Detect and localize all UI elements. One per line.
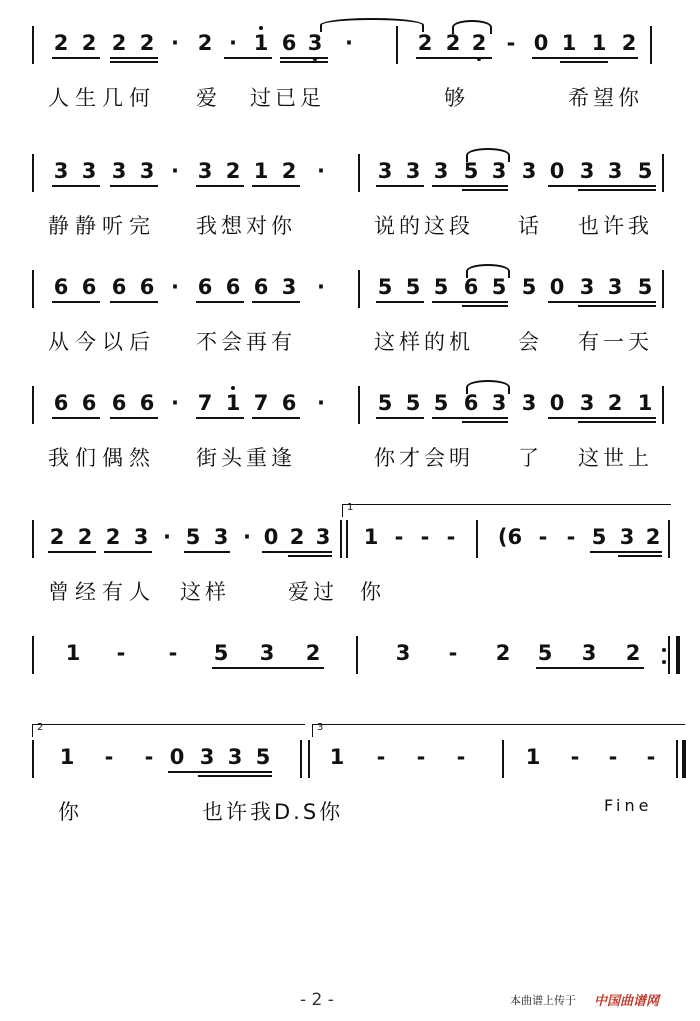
lyric: 这世上 bbox=[578, 446, 653, 470]
underline bbox=[618, 555, 662, 557]
note: 3 bbox=[579, 275, 595, 299]
note: 3 bbox=[197, 159, 213, 183]
system-3 bbox=[0, 266, 700, 366]
note: 7 bbox=[197, 391, 213, 415]
note: 0 bbox=[263, 525, 279, 549]
note: 2 bbox=[625, 641, 641, 665]
underline bbox=[110, 57, 158, 59]
note: 1 bbox=[59, 745, 75, 769]
note: - bbox=[394, 525, 404, 549]
note: 2 bbox=[105, 525, 121, 549]
lyric: 会 bbox=[518, 330, 540, 354]
note: 3 bbox=[491, 159, 507, 183]
note: 1 bbox=[561, 31, 577, 55]
note: 3 bbox=[53, 159, 69, 183]
barline bbox=[308, 740, 310, 778]
barline bbox=[32, 26, 34, 64]
note: 3 bbox=[579, 159, 595, 183]
slur bbox=[452, 20, 492, 34]
note: - bbox=[566, 525, 576, 549]
barline bbox=[662, 154, 664, 192]
note: - bbox=[456, 745, 466, 769]
lyric: 爱 bbox=[196, 86, 218, 110]
note: 5 bbox=[405, 391, 421, 415]
underline bbox=[578, 189, 656, 191]
note: - bbox=[538, 525, 548, 549]
note: 1 bbox=[253, 31, 269, 55]
lyric: 静静听完 bbox=[48, 214, 156, 238]
note: 2 bbox=[417, 31, 433, 55]
slur bbox=[320, 18, 424, 32]
note: - bbox=[446, 525, 456, 549]
note: 2 bbox=[289, 525, 305, 549]
barline bbox=[346, 520, 348, 558]
underline bbox=[532, 57, 638, 59]
note: 5 bbox=[405, 275, 421, 299]
repeat-dot bbox=[662, 660, 666, 664]
note: 1 bbox=[65, 641, 81, 665]
note: 3 bbox=[395, 641, 411, 665]
underline bbox=[376, 301, 424, 303]
barline bbox=[502, 740, 504, 778]
note: 3 bbox=[377, 159, 393, 183]
note: 3 bbox=[213, 525, 229, 549]
note: 3 bbox=[619, 525, 635, 549]
note: 6 bbox=[281, 391, 297, 415]
barline bbox=[676, 740, 678, 778]
underline bbox=[52, 301, 100, 303]
note: 2 bbox=[81, 31, 97, 55]
underline bbox=[110, 417, 158, 419]
underline bbox=[376, 185, 424, 187]
underline bbox=[196, 417, 244, 419]
barline bbox=[340, 520, 342, 558]
note: · bbox=[345, 31, 353, 55]
lyric: 希望你 bbox=[568, 86, 643, 110]
note: 2 bbox=[53, 31, 69, 55]
underline bbox=[110, 185, 158, 187]
underline bbox=[196, 301, 244, 303]
note: 3 bbox=[433, 159, 449, 183]
underline bbox=[280, 61, 328, 63]
note: 3 bbox=[315, 525, 331, 549]
underline bbox=[416, 57, 492, 59]
volta-number: 2 bbox=[37, 722, 44, 733]
note: 1 bbox=[525, 745, 541, 769]
note: - bbox=[104, 745, 114, 769]
note: 2 bbox=[111, 31, 127, 55]
underline bbox=[432, 185, 508, 187]
barline bbox=[300, 740, 302, 778]
note: 2 bbox=[621, 31, 637, 55]
underline bbox=[432, 417, 508, 419]
underline bbox=[462, 421, 508, 423]
note: 6 bbox=[111, 391, 127, 415]
underline bbox=[52, 417, 100, 419]
lyric: 我们偶然 bbox=[48, 446, 156, 470]
lyric: 了 bbox=[518, 446, 540, 470]
note: 5 bbox=[255, 745, 271, 769]
lyric: 有一天 bbox=[578, 330, 653, 354]
underline bbox=[548, 185, 656, 187]
note: 5 bbox=[637, 159, 653, 183]
note: 6 bbox=[463, 275, 479, 299]
source-text: 本曲谱上传于 bbox=[510, 994, 576, 1007]
lyric: 从今以后 bbox=[48, 330, 156, 354]
note: · bbox=[317, 275, 325, 299]
note: 5 bbox=[521, 275, 537, 299]
underline bbox=[590, 551, 662, 553]
note: 2 bbox=[445, 31, 461, 55]
note: 0 bbox=[549, 391, 565, 415]
lyric: 曾经有人 bbox=[48, 580, 156, 604]
underline bbox=[578, 305, 656, 307]
barline bbox=[650, 26, 652, 64]
lyric: 我想对你 bbox=[196, 214, 296, 238]
note: 1 bbox=[363, 525, 379, 549]
underline bbox=[168, 771, 272, 773]
barline bbox=[682, 740, 686, 778]
note: (6 bbox=[497, 525, 523, 549]
lyric: 这样的机 bbox=[374, 330, 474, 354]
note: 6 bbox=[53, 275, 69, 299]
notes-row bbox=[0, 722, 700, 780]
notes-row bbox=[0, 150, 700, 194]
barline bbox=[358, 386, 360, 424]
barline bbox=[662, 386, 664, 424]
note: 2 bbox=[305, 641, 321, 665]
underline bbox=[252, 185, 300, 187]
barline bbox=[32, 154, 34, 192]
note: 1 bbox=[329, 745, 345, 769]
volta-number: 1 bbox=[347, 502, 354, 513]
note: 0 bbox=[549, 159, 565, 183]
notes-row bbox=[0, 22, 700, 66]
note: 2 bbox=[607, 391, 623, 415]
slur bbox=[466, 264, 510, 278]
note: 3 bbox=[281, 275, 297, 299]
note: - bbox=[420, 525, 430, 549]
note: 3 bbox=[579, 391, 595, 415]
note: 3 bbox=[521, 159, 537, 183]
note: 3 bbox=[607, 159, 623, 183]
note: 2 bbox=[77, 525, 93, 549]
barline bbox=[32, 740, 34, 778]
note: 3 bbox=[259, 641, 275, 665]
note: 6 bbox=[111, 275, 127, 299]
note: - bbox=[168, 641, 178, 665]
note: 5 bbox=[637, 275, 653, 299]
note: 6 bbox=[253, 275, 269, 299]
note: - bbox=[608, 745, 618, 769]
underline bbox=[432, 301, 508, 303]
underline bbox=[198, 775, 272, 777]
note: 6 bbox=[81, 391, 97, 415]
note: · bbox=[171, 159, 179, 183]
system-6 bbox=[0, 632, 700, 692]
note: · bbox=[243, 525, 251, 549]
note: 5 bbox=[377, 275, 393, 299]
note: · bbox=[317, 159, 325, 183]
note: - bbox=[646, 745, 656, 769]
lyric: 人生几何 bbox=[48, 86, 156, 110]
note: · bbox=[163, 525, 171, 549]
note: - bbox=[570, 745, 580, 769]
note: 3 bbox=[199, 745, 215, 769]
note: 6 bbox=[139, 391, 155, 415]
barline bbox=[32, 386, 34, 424]
underline bbox=[52, 185, 100, 187]
underline bbox=[462, 189, 508, 191]
lyric: 也许我D.S你 bbox=[202, 800, 344, 824]
underline bbox=[52, 57, 100, 59]
note: 5 bbox=[491, 275, 507, 299]
note: 2 bbox=[49, 525, 65, 549]
underline bbox=[536, 667, 644, 669]
note: 5 bbox=[213, 641, 229, 665]
volta-bracket bbox=[312, 724, 685, 737]
underline bbox=[280, 57, 328, 59]
note: 0 bbox=[533, 31, 549, 55]
lyric: 你 bbox=[58, 800, 80, 824]
barline bbox=[356, 636, 358, 674]
note: 3 bbox=[491, 391, 507, 415]
barline bbox=[668, 636, 670, 674]
slur bbox=[466, 380, 510, 394]
lyric: 不会再有 bbox=[196, 330, 296, 354]
notes-row bbox=[0, 382, 700, 426]
note: - bbox=[448, 641, 458, 665]
underline bbox=[578, 421, 656, 423]
barline bbox=[476, 520, 478, 558]
note: 6 bbox=[281, 31, 297, 55]
site-logo: 中国曲谱网 bbox=[594, 994, 660, 1009]
note: 3 bbox=[405, 159, 421, 183]
slur bbox=[466, 148, 510, 162]
note: - bbox=[376, 745, 386, 769]
lyric: 过已足 bbox=[250, 86, 325, 110]
lyric: 街头重逢 bbox=[196, 446, 296, 470]
note: 3 bbox=[581, 641, 597, 665]
note: 6 bbox=[81, 275, 97, 299]
notes-row bbox=[0, 632, 700, 676]
note: · bbox=[171, 31, 179, 55]
underline bbox=[224, 57, 272, 59]
underline bbox=[262, 551, 332, 553]
repeat-dot bbox=[662, 648, 666, 652]
underline bbox=[548, 301, 656, 303]
note: 1 bbox=[225, 391, 241, 415]
note: - bbox=[506, 31, 516, 55]
underline bbox=[110, 301, 158, 303]
underline bbox=[252, 417, 300, 419]
note: 1 bbox=[253, 159, 269, 183]
note: 1 bbox=[637, 391, 653, 415]
note: 2 bbox=[225, 159, 241, 183]
barline bbox=[32, 270, 34, 308]
note: 2 bbox=[645, 525, 661, 549]
note: 6 bbox=[197, 275, 213, 299]
underline bbox=[184, 551, 230, 553]
barline bbox=[32, 520, 34, 558]
note: - bbox=[416, 745, 426, 769]
lyric: 说的这段 bbox=[374, 214, 474, 238]
note: 5 bbox=[377, 391, 393, 415]
barline bbox=[662, 270, 664, 308]
note: 5 bbox=[433, 275, 449, 299]
underline bbox=[252, 301, 300, 303]
volta-bracket bbox=[342, 504, 671, 517]
underline bbox=[548, 417, 656, 419]
note: 3 bbox=[307, 31, 323, 55]
note: 2 bbox=[197, 31, 213, 55]
lyric: 你才会明 bbox=[374, 446, 474, 470]
note: 5 bbox=[591, 525, 607, 549]
lyric: 爱过 bbox=[288, 580, 338, 604]
note: 5 bbox=[185, 525, 201, 549]
system-1 bbox=[0, 22, 700, 122]
note: 2 bbox=[495, 641, 511, 665]
underline bbox=[110, 61, 158, 63]
note: - bbox=[144, 745, 154, 769]
note: - bbox=[116, 641, 126, 665]
system-7 bbox=[0, 722, 700, 836]
note: 3 bbox=[521, 391, 537, 415]
note: 3 bbox=[607, 275, 623, 299]
notes-row bbox=[0, 502, 700, 560]
note: 2 bbox=[471, 31, 487, 55]
note: 5 bbox=[433, 391, 449, 415]
page-number: - 2 - bbox=[300, 990, 334, 1010]
note: · bbox=[171, 391, 179, 415]
note: 0 bbox=[169, 745, 185, 769]
note: · bbox=[171, 275, 179, 299]
note: 6 bbox=[225, 275, 241, 299]
note: 5 bbox=[463, 159, 479, 183]
note: 6 bbox=[139, 275, 155, 299]
underline bbox=[104, 551, 152, 553]
note: 3 bbox=[111, 159, 127, 183]
system-5 bbox=[0, 502, 700, 616]
underline bbox=[376, 417, 424, 419]
note: 6 bbox=[463, 391, 479, 415]
note: 2 bbox=[281, 159, 297, 183]
lyric: Fine bbox=[604, 796, 653, 815]
note: · bbox=[317, 391, 325, 415]
lyric: 够 bbox=[444, 86, 466, 110]
notes-row bbox=[0, 266, 700, 310]
note: 2 bbox=[139, 31, 155, 55]
barline bbox=[358, 154, 360, 192]
barline bbox=[668, 520, 670, 558]
note: 3 bbox=[81, 159, 97, 183]
underline bbox=[212, 667, 324, 669]
underline bbox=[196, 185, 244, 187]
barline bbox=[358, 270, 360, 308]
note: 6 bbox=[53, 391, 69, 415]
note: · bbox=[229, 31, 237, 55]
volta-number: 3 bbox=[317, 722, 324, 733]
note: 5 bbox=[537, 641, 553, 665]
barline bbox=[676, 636, 680, 674]
lyric: 这样 bbox=[180, 580, 230, 604]
note: 3 bbox=[139, 159, 155, 183]
note: 7 bbox=[253, 391, 269, 415]
note: 3 bbox=[133, 525, 149, 549]
volta-bracket bbox=[32, 724, 305, 737]
barline bbox=[32, 636, 34, 674]
lyric: 你 bbox=[360, 580, 382, 604]
underline bbox=[560, 61, 608, 63]
underline bbox=[48, 551, 96, 553]
system-2 bbox=[0, 150, 700, 250]
lyric: 话 bbox=[518, 214, 540, 238]
lyric: 也许我 bbox=[578, 214, 653, 238]
note: 0 bbox=[549, 275, 565, 299]
underline bbox=[288, 555, 332, 557]
system-4 bbox=[0, 382, 700, 482]
note: 3 bbox=[227, 745, 243, 769]
underline bbox=[462, 305, 508, 307]
note: 1 bbox=[591, 31, 607, 55]
